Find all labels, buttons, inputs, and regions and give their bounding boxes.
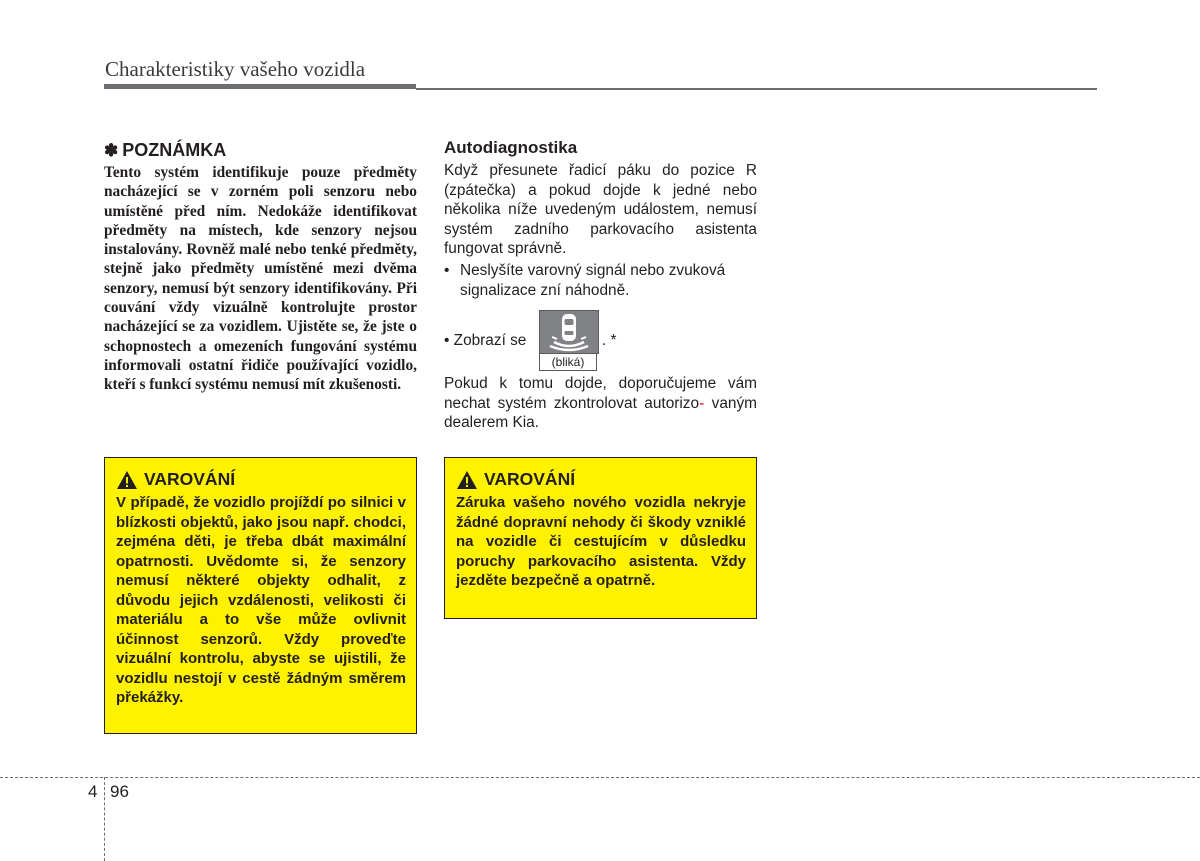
page-number: 96 xyxy=(110,782,129,801)
display-caption: (bliká) xyxy=(539,353,597,371)
note-star-icon: ✽ xyxy=(104,140,119,160)
chapter-number: 4 xyxy=(88,782,98,801)
autodiagnostics-outro xyxy=(444,374,757,433)
outro-main-text: Pokud k tomu dojde, doporučujeme vám nechat systém zkontrolovat autorizo xyxy=(444,375,757,412)
page-header-title: Charakteristiky vašeho vozidla xyxy=(105,57,366,81)
parking-sensor-icon xyxy=(539,310,599,354)
header-rule-thick xyxy=(104,84,416,89)
warning-body-left: V případě, že vozidlo projíždí po silnici v blízkosti objektů, jako jsou např. chodci, zejména děti, je třeba dbát maximální opatrnosti. Uvědomte si, že senzory nemusí některé objekty odhalit, z důvodu jejich vzdálenosti, velikosti či materiálu a to vše může ovlivnit účinnost senzorů. Vždy proveďte vizuální kontrolu, abyste se ujistili, že vozidlu nestojí v cestě žádným směrem překážky. xyxy=(116,494,406,706)
outro-hyphen: - xyxy=(699,394,705,412)
warning-heading-right xyxy=(456,469,746,490)
note-heading-label: POZNÁMKA xyxy=(122,140,227,160)
list-item-text: Neslyšíte varovný signál nebo zvuková signalizace zní náhodně. xyxy=(460,261,726,299)
event-list xyxy=(444,261,757,300)
header-rule-thin xyxy=(416,88,1097,90)
autodiagnostics-intro: Když přesunete řadicí páku do pozice R (zpátečka) a pokud dojde k jedné nebo několika níže uvedeným událostem, nemusí systém zadního parkovacího asistenta fungovat správně. xyxy=(444,162,757,258)
list-item xyxy=(444,261,757,300)
note-body: Tento systém identifikuje pouze předměty nacházející se v zorném poli senzoru nebo umístěné před ním. Nedokáže identifikovat předměty na místech, kde senzory nejsou instalovány. Rovněž malé nebo tenké předměty, stejně jako předměty umístěné mezi dvěma senzory, nemusí být senzory identifikovány. Při couvání vždy vizuálně kontrolujte prostor nacházející se za vozidlem. Ujistěte se, že jste o schopnostech a omezeních fungování systému informovali ostatní řidiče používající vozidlo, kteří s funkcí systému nemusí mít zkušenosti. xyxy=(104,164,417,394)
display-suffix: . * xyxy=(602,332,617,350)
note-section xyxy=(104,140,417,395)
footer-divider xyxy=(104,777,105,861)
outro-end-text: vaným dealerem Kia. xyxy=(444,394,758,432)
warning-box-left xyxy=(104,457,417,734)
warning-heading-label-right: VAROVÁNÍ xyxy=(484,469,576,489)
warning-body-right: Záruka vašeho nového vozidla nekryje žádné dopravní nehody či škody vzniklé na vozidle či cestujícím v důsledku poruchy parkovacího asistenta. Vždy jezděte bezpečně a opatrně. xyxy=(456,494,746,589)
warning-triangle-icon xyxy=(116,470,138,490)
warning-heading-left xyxy=(116,469,406,490)
note-heading xyxy=(104,140,417,161)
display-prefix: • Zobrazí se xyxy=(444,332,527,350)
autodiagnostics-heading: Autodiagnostika xyxy=(444,138,578,157)
autodiagnostics-section xyxy=(444,138,757,433)
display-indicator-row xyxy=(444,310,757,374)
bullet-icon: • xyxy=(444,261,450,279)
warning-box-right xyxy=(444,457,757,619)
warning-triangle-icon xyxy=(456,470,478,490)
warning-heading-label-left: VAROVÁNÍ xyxy=(144,469,236,489)
footer-rule xyxy=(0,777,1200,778)
